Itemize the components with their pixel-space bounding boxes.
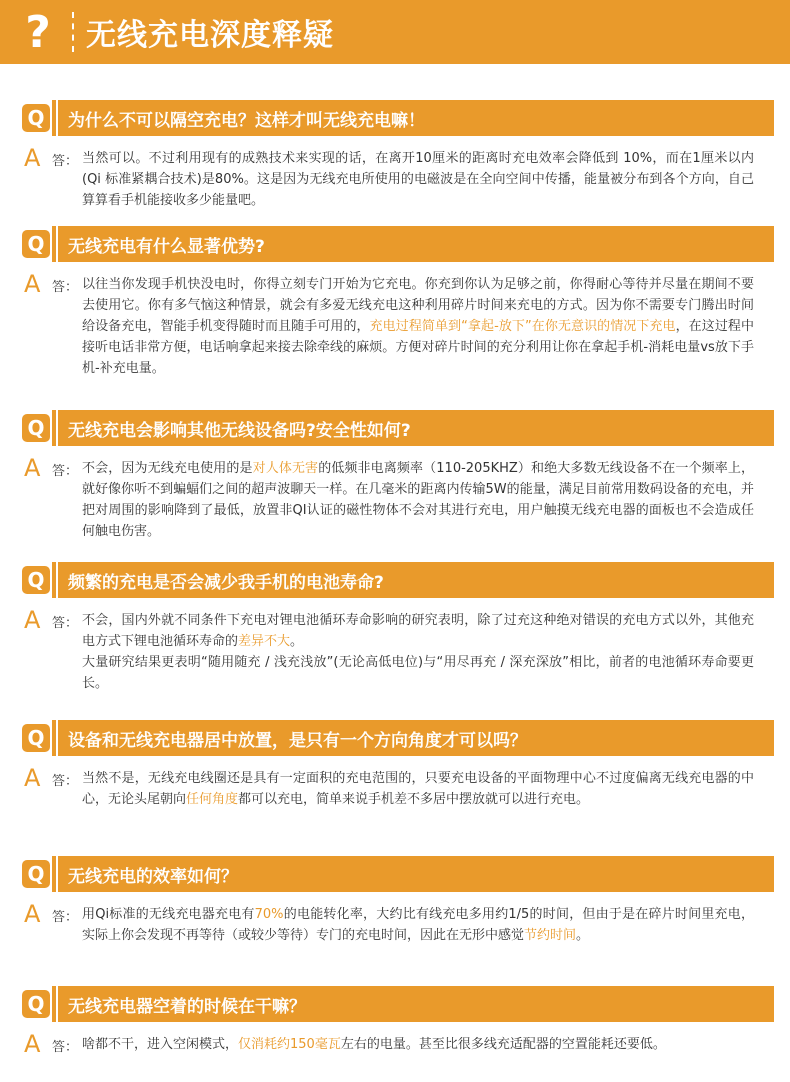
question-bar [22, 562, 774, 598]
answer-text-part: 当然不是，无线充电线圈还是具有一定面积的充电范围的，只要充电设备的平面物理中心不过度偏离无线充电器的中心，无论头尾朝向 [82, 771, 754, 807]
answer-label: 答： [52, 464, 79, 479]
question-strip [58, 100, 774, 136]
qa-section-7 [0, 986, 790, 1058]
answer-block [24, 454, 754, 542]
answer-text [82, 610, 754, 694]
answer-text [82, 904, 754, 946]
a-icon: A [24, 270, 41, 298]
answer-label: 答： [52, 154, 79, 169]
answer-text-part: 。 [576, 928, 590, 943]
answer-block [24, 144, 754, 211]
answer-text [82, 768, 754, 810]
question-text: 无线充电器空着的时候在干嘛？ [68, 996, 306, 1017]
a-icon: A [24, 1030, 41, 1058]
banner-divider [72, 12, 74, 52]
answer-text-part: 啥都不干，进入空闲模式， [82, 1037, 239, 1052]
highlight-text: 对人体无害 [252, 461, 319, 476]
answer-text [82, 1034, 754, 1055]
highlight-text: 节约时间 [524, 928, 577, 943]
answer-text-part: 大量研究结果更表明“随用随充 / 浅充浅放”(无论高低电位)与“用尽再充 / 深充深放”相比，前者的电池循环寿命要更长。 [82, 655, 754, 691]
question-text: 无线充电有什么显著优势? [68, 236, 265, 257]
qa-section-6 [0, 856, 790, 946]
qa-section-4 [0, 562, 790, 694]
answer-text-part: 不会，国内外就不同条件下充电对锂电池循环寿命影响的研究表明，除了过充这种绝对错误的充电方式以外，其他充电方式下锂电池循环寿命的 [82, 613, 754, 649]
answer-text [82, 148, 754, 211]
question-text: 设备和无线充电器居中放置，是只有一个方向角度才可以吗？ [68, 730, 527, 751]
a-icon: A [24, 606, 41, 634]
question-bar [22, 226, 774, 262]
answer-text-part: 当然可以。不过利用现有的成熟技术来实现的话，在离开10厘米的距离时充电效率会降低到 10%，而在1厘米以内(Qi 标准紧耦合技术)是80%。这是因为无线充电所使用的电磁波是在全向空间中传播，能量被分布到各个方向，自己算算看手机能接收多少能量吧。 [82, 151, 754, 208]
answer-label: 答： [52, 280, 79, 295]
question-text: 无线充电的效率如何？ [68, 866, 238, 887]
answer-label: 答： [52, 616, 79, 631]
qa-section-1 [0, 100, 790, 211]
answer-block [24, 764, 754, 810]
highlight-text: 充电过程简单到“拿起-放下”在你无意识的情况下充电 [369, 319, 676, 334]
answer-text [82, 458, 754, 542]
question-mark-icon: ? [25, 6, 51, 58]
q-icon: Q [22, 566, 50, 594]
question-bar [22, 856, 774, 892]
question-text: 为什么不可以隔空充电？这样才叫无线充电嘛！ [68, 110, 425, 131]
question-strip [58, 986, 774, 1022]
answer-text-part: 的电能转化率，大约比有线充电多用约1/5的时间，但由于是在碎片时间里充电，实际上你会发现不再等待（或较少等待）专门的充电时间，因此在无形中感觉 [82, 907, 754, 943]
question-text: 无线充电会影响其他无线设备吗?安全性如何? [68, 420, 411, 441]
answer-text [82, 274, 754, 379]
q-icon: Q [22, 724, 50, 752]
qa-section-2 [0, 226, 790, 379]
q-icon: Q [22, 990, 50, 1018]
answer-label: 答： [52, 774, 79, 789]
a-icon: A [24, 454, 41, 482]
question-strip [58, 562, 774, 598]
answer-label: 答： [52, 1040, 79, 1055]
q-icon: Q [22, 230, 50, 258]
answer-block [24, 270, 754, 379]
q-icon: Q [22, 104, 50, 132]
qa-section-5 [0, 720, 790, 810]
answer-text-part: 都可以充电，简单来说手机差不多居中摆放就可以进行充电。 [238, 792, 590, 807]
a-icon: A [24, 900, 41, 928]
a-icon: A [24, 144, 41, 172]
question-bar [22, 410, 774, 446]
highlight-text: 任何角度 [186, 792, 239, 807]
qa-section-3 [0, 410, 790, 542]
answer-text-part: 用Qi标准的无线充电器充电有 [82, 907, 255, 922]
answer-text-part: 的低频非电离频率（110-205KHZ）和绝大多数无线设备不在一个频率上，就好像你听不到蝙蝠们之间的超声波聊天一样。在几毫米的距离内传输5W的能量，满足目前常用数码设备的充电，并把对周围的影响降到了最低，放置非QI认证的磁性物体不会对其进行充电，用户触摸无线充电器的面板也不会造成任何触电伤害。 [82, 461, 754, 539]
q-icon: Q [22, 414, 50, 442]
question-bar [22, 100, 774, 136]
answer-text-part: 不会，因为无线充电使用的是 [82, 461, 253, 476]
question-strip [58, 410, 774, 446]
answer-text-part: 以往当你发现手机快没电时，你得立刻专门开始为它充电。你充到你认为足够之前，你得耐心等待并尽量在期间不要去使用它。你有多气恼这种情景，就会有多爱无线充电这种利用碎片时间来充电的方式。因为你不需要专门腾出时间给设备充电，智能手机变得随时而且随手可用的， [82, 277, 754, 334]
page-title: 无线充电深度释疑 [86, 18, 334, 53]
question-bar [22, 986, 774, 1022]
highlight-text: 70% [254, 907, 284, 922]
a-icon: A [24, 764, 41, 792]
answer-text-part: ，在这过程中接听电话非常方便，电话响拿起来接去除牵线的麻烦。方便对碎片时间的充分利用让你在拿起手机-消耗电量vs放下手机-补充电量。 [82, 319, 754, 376]
title-banner [0, 0, 790, 64]
question-strip [58, 856, 774, 892]
answer-label: 答： [52, 910, 79, 925]
highlight-text: 差异不大 [238, 634, 291, 649]
answer-block [24, 606, 754, 694]
answer-block [24, 1030, 754, 1058]
question-text: 频繁的充电是否会减少我手机的电池寿命? [68, 572, 384, 593]
highlight-text: 仅消耗约150毫瓦 [238, 1037, 341, 1052]
q-icon: Q [22, 860, 50, 888]
answer-block [24, 900, 754, 946]
answer-text-part: 左右的电量。甚至比很多线充适配器的空置能耗还要低。 [340, 1037, 666, 1052]
question-bar [22, 720, 774, 756]
answer-text-part: 。 [290, 634, 304, 649]
question-strip [58, 720, 774, 756]
question-strip [58, 226, 774, 262]
